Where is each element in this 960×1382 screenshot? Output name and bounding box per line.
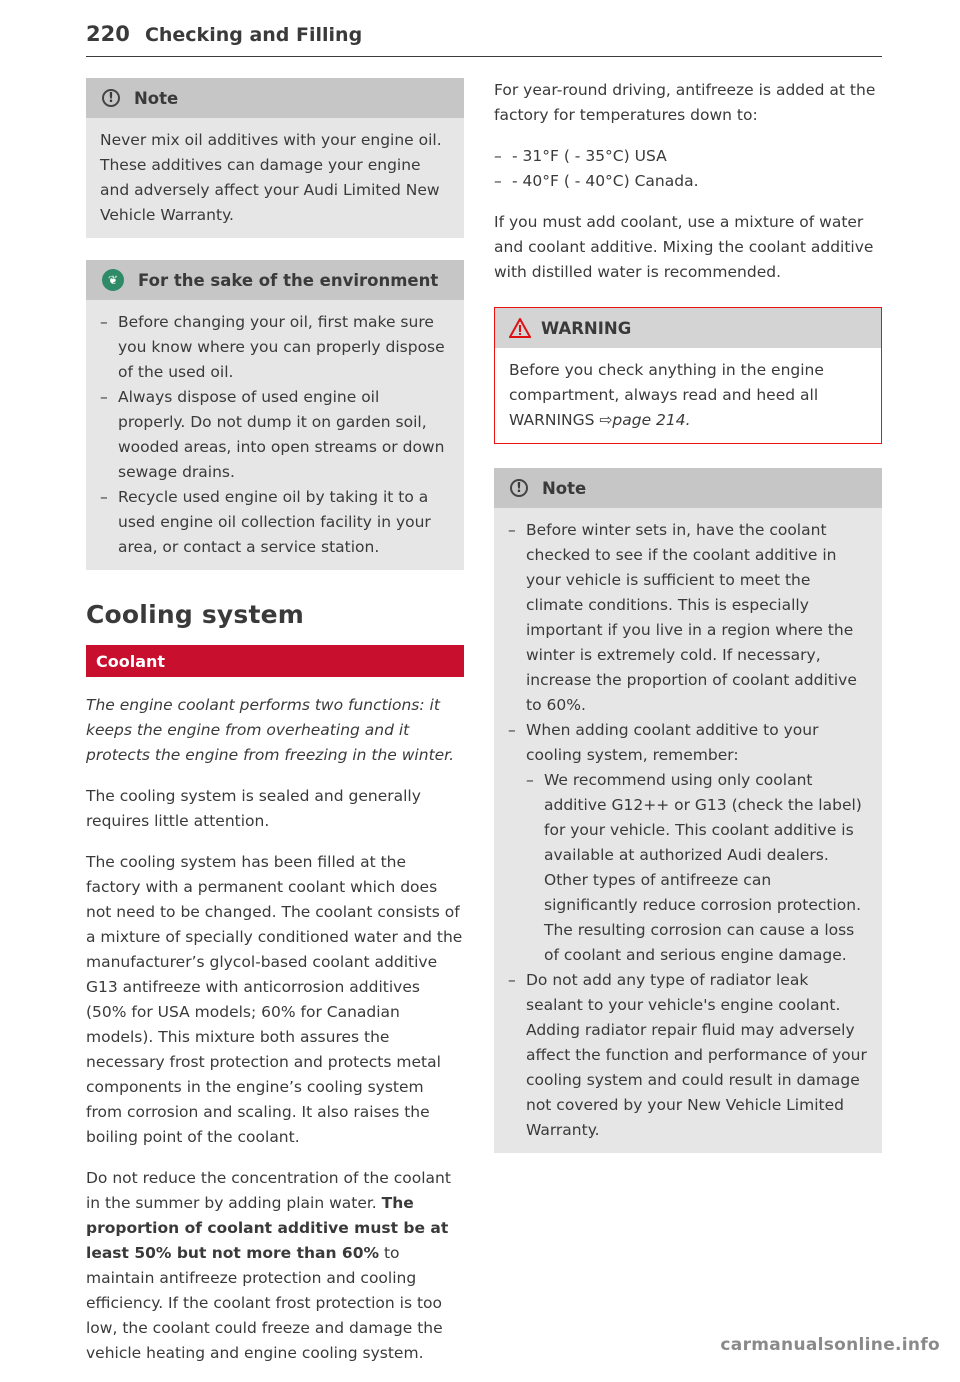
warning-text bbox=[509, 358, 867, 433]
chapter-title: Checking and Filling bbox=[144, 24, 363, 46]
note-box bbox=[494, 468, 882, 1153]
list-item: – Recycle used engine oil by taking it to a used engine oil collection facility in your area, or contact a service station. bbox=[100, 485, 450, 560]
environment-box bbox=[86, 260, 464, 570]
paragraph: The cooling system is sealed and generally requires little attention. bbox=[86, 787, 421, 830]
paragraph: The cooling system has been filled at the factory with a permanent coolant which does not need to be changed. The coolant consists of a mixture of specially conditioned water and the manufacturer’s glycol-based coolant additive G13 antifreeze with anticorrosion additives (50% for USA models; 60% for Canadian models). This mixture both assures the necessary frost protection and protects metal components in the engine’s cooling system from corrosion and scaling. It also raises the boiling point of the coolant. bbox=[86, 853, 463, 1146]
warning-body: Before you check anything in the engine compartment, always read and heed all WARNINGS bbox=[509, 361, 824, 429]
list-item bbox=[508, 718, 868, 968]
warning-title: WARNING bbox=[541, 318, 632, 338]
bold-instruction: The proportion of coolant additive must be at least 50% but not more than 60% bbox=[86, 1194, 449, 1262]
paragraph-part: to maintain antifreeze protection and cooling efficiency. If the coolant frost protection is too low, the coolant could freeze and damage the vehicle heating and engine cooling system. bbox=[86, 1244, 443, 1362]
paragraph-part: Do not reduce the concentration of the coolant in the summer by adding plain water. bbox=[86, 1169, 451, 1212]
left-column bbox=[86, 78, 464, 1382]
right-column bbox=[494, 78, 882, 1175]
list-item-text: When adding coolant additive to your cooling system, remember: bbox=[526, 721, 819, 764]
exclamation-circle-icon: ! bbox=[510, 479, 528, 497]
page-reference-link[interactable]: ⇨page 214. bbox=[599, 411, 691, 429]
sub-list-item: – We recommend using only coolant additive G12++ or G13 (check the label) for your vehicle. This coolant additive is available at authorized Audi dealers. Other types of antifreeze can significantly reduce corrosion protection. The resulting corrosion can cause a loss of coolant and serious engine damage. bbox=[526, 768, 868, 968]
intro-text: The engine coolant performs two functions: it keeps the engine from overheating and it protects the engine from freezing in the winter. bbox=[86, 696, 455, 764]
section-title: Cooling system bbox=[86, 600, 305, 629]
list-item: – Before changing your oil, first make sure you know where you can properly dispose of the used oil. bbox=[100, 310, 450, 385]
warning-triangle-icon bbox=[509, 318, 531, 338]
note-header bbox=[494, 468, 882, 508]
paragraph bbox=[86, 1166, 464, 1366]
paragraph: If you must add coolant, use a mixture of water and coolant additive. Mixing the coolant additive with distilled water is recommended. bbox=[494, 213, 874, 281]
page-number: 220 bbox=[86, 22, 130, 46]
list-item: – - 31°F ( - 35°C) USA bbox=[494, 144, 882, 169]
leaf-icon: ❦ bbox=[102, 269, 124, 291]
note-box bbox=[86, 78, 464, 238]
subsection-bar: Coolant bbox=[86, 645, 464, 677]
environment-title: For the sake of the environment bbox=[138, 270, 439, 290]
list-item: – - 40°F ( - 40°C) Canada. bbox=[494, 169, 882, 194]
watermark-logo: carmanualsonline.info bbox=[720, 1335, 940, 1355]
paragraph: For year-round driving, antifreeze is added at the factory for temperatures down to: bbox=[494, 81, 876, 124]
note-title: Note bbox=[134, 88, 179, 108]
note-text: Never mix oil additives with your engine oil. These additives can damage your engine and adversely affect your Audi Limited New Vehicle Warranty. bbox=[100, 131, 442, 224]
note-title: Note bbox=[542, 478, 587, 498]
page-header bbox=[86, 22, 882, 57]
note-header bbox=[86, 78, 464, 118]
environment-header bbox=[86, 260, 464, 300]
list-item: – Do not add any type of radiator leak sealant to your vehicle's engine coolant. Adding radiator repair fluid may adversely affect the function and performance of your cooling system and could result in damage not covered by your New Vehicle Limited Warranty. bbox=[508, 968, 868, 1143]
list-item: – Always dispose of used engine oil properly. Do not dump it on garden soil, wooded areas, into open streams or down sewage drains. bbox=[100, 385, 450, 485]
warning-box bbox=[494, 307, 882, 444]
exclamation-circle-icon: ! bbox=[102, 89, 120, 107]
list-item: – Before winter sets in, have the coolant checked to see if the coolant additive in your vehicle is sufficient to meet the climate conditions. This is especially important if you live in a region where the winter is extremely cold. If necessary, increase the proportion of coolant additive to 60%. bbox=[508, 518, 868, 718]
warning-header bbox=[495, 308, 881, 348]
